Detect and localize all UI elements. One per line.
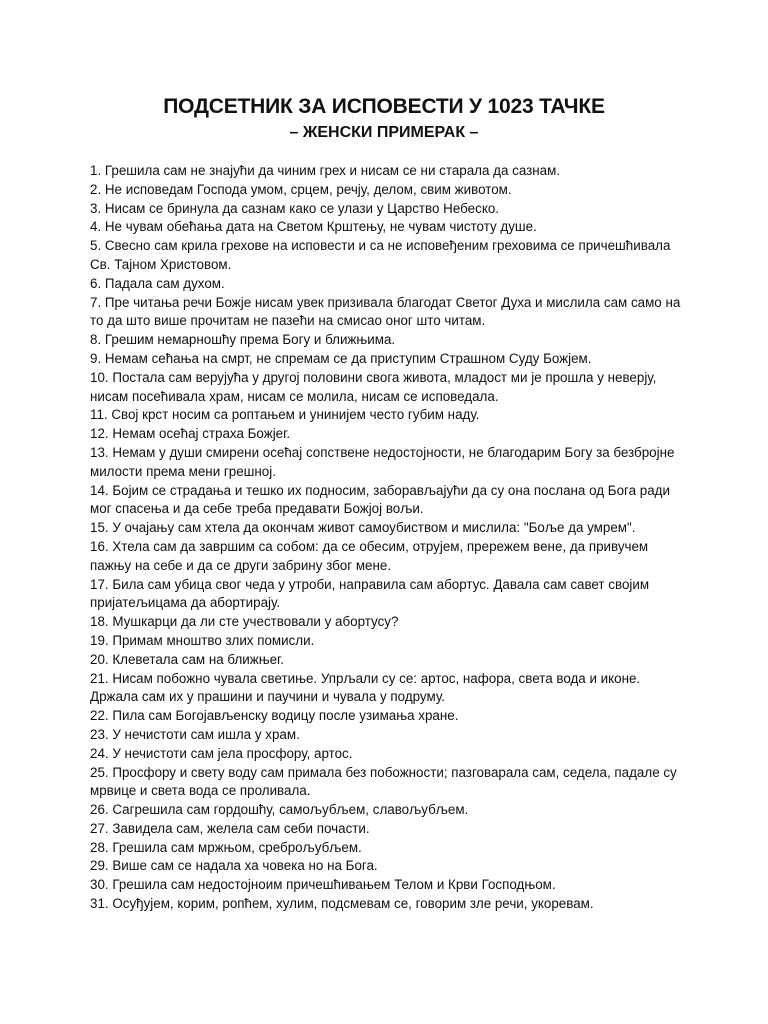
list-item: 26. Сагрешила сам гордошћу, самољубљем, славољубљем. [90, 802, 469, 818]
list-item: 10. Постала сам верујућа у другој половини свога живота, младост ми је прошла у неверју, нисам посећивала храм, нисам се молила, нисам се исповедала. [90, 369, 657, 404]
list-item: 27. Завидела сам, желела сам себи почасти. [90, 820, 370, 836]
list-item: 19. Примам мноштво злих помисли. [90, 632, 315, 648]
list-item: 4. Не чувам обећања дата на Светом Крштењу, не чувам чистоту душе. [90, 219, 537, 235]
list-item: 21. Нисам побожно чувала светиње. Упрљали су се: артос, нафора, света вода и иконе. Држала сам их у прашини и паучини и чувала у подруму. [90, 670, 641, 705]
document-subtitle: – ЖЕНСКИ ПРИМЕРАК – [289, 124, 479, 141]
list-item: 23. У нечистоти сам ишла у храм. [90, 726, 300, 742]
list-item: 14. Бојим се страдања и тешко их подносим, заборављајући да су она послана од Бога ради мог спасења и да себе треба предавати Божјој вољи. [90, 482, 670, 517]
list-item: 31. Осуђујем, корим, ропћем, хулим, подсмевам се, говорим зле речи, укоревам. [90, 896, 594, 912]
list-item: 22. Пила сам Богојављенску водицу после узимања хране. [90, 708, 459, 724]
list-item: 30. Грешила сам недостојноим причешћивањем Телом и Крви Господњом. [90, 877, 556, 893]
list-item: 24. У нечистоти сам јела просфору, артос. [90, 745, 353, 761]
list-item: 17. Била сам убица свог чеда у утроби, направила сам абортус. Давала сам савет својим пријатељицама да абортирају. [90, 576, 650, 611]
list-item: 29. Више сам се надала ха човека но на Бога. [90, 858, 378, 874]
list-item: 12. Немам осећај страха Божјег. [90, 426, 291, 442]
list-item: 25. Просфору и свету воду сам примала без побожности; пазговарала сам, седела, падале су мрвице и света вода се проливала. [90, 764, 677, 799]
list-item: 28. Грешила сам мржњом, среброљубљем. [90, 839, 362, 855]
list-item: 3. Нисам се бринула да сазнам како се улази у Царство Небеско. [90, 200, 499, 216]
confession-list [90, 162, 690, 914]
list-item: 7. Пре читања речи Божје нисам увек призивала благодат Светог Духа и мислила сам само на то да што више прочитам не пазећи на смисао оног што читам. [90, 294, 681, 329]
list-item: 15. У очајању сам хтела да окончам живот самоубиством и мислила: "Боље да умрем". [90, 520, 636, 536]
list-item: 13. Немам у души смирени осећај сопствене недостојности, не благодарим Богу за безбројне милости према мени грешној. [90, 444, 675, 479]
list-item: 8. Грешим немарношћу према Богу и ближњима. [90, 332, 396, 348]
list-item: 6. Падала сам духом. [90, 275, 225, 291]
list-item: 18. Мушкарци да ли сте учествовали у абортусу? [90, 614, 399, 630]
list-item: 11. Свој крст носим са роптањем и унинијем често губим наду. [90, 407, 480, 423]
list-item: 20. Клеветала сам на ближњег. [90, 651, 285, 667]
list-item: 2. Не исповедам Господа умом, срцем, речју, делом, свим животом. [90, 181, 512, 197]
document-title: ПОДСЕТНИК ЗА ИСПОВЕСТИ У 1023 ТАЧКЕ [163, 95, 605, 118]
list-item: 16. Хтела сам да завршим са собом: да се обесим, отрујем, прережем вене, да привучем пажњу на себе и да се други забрину због мене. [90, 538, 649, 573]
list-item: 5. Свесно сам крила грехове на исповести и са не исповеђеним греховима се причешћивала Св. Тајном Христовом. [90, 238, 671, 272]
list-item: 9. Немам сећања на смрт, не спремам се да приступим Страшном Суду Божјем. [90, 350, 592, 366]
list-item: 1. Грешила сам не знајући да чиним грех и нисам се ни старала да сазнам. [90, 163, 561, 178]
